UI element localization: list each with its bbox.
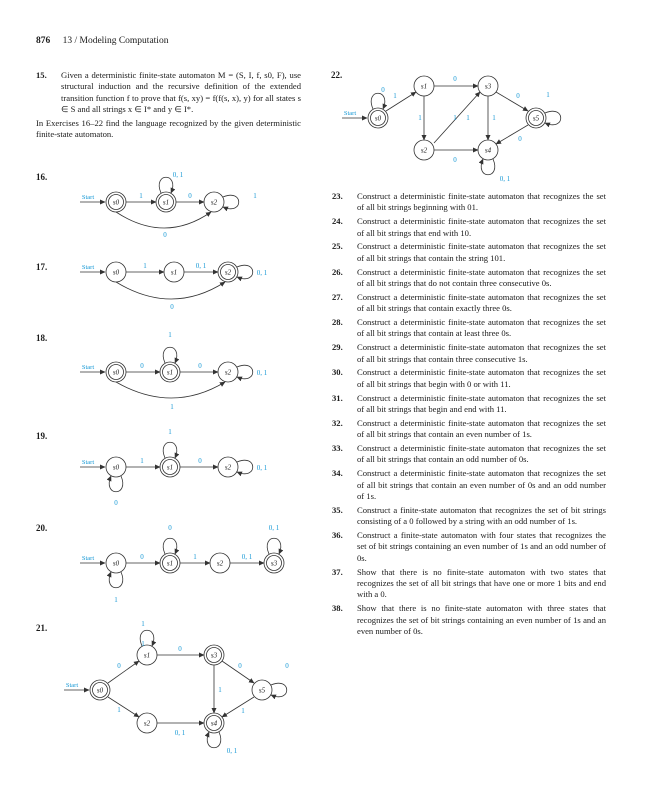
edge-label: 0, 1	[499, 175, 511, 183]
transition-arrow	[386, 92, 416, 111]
state-label: s4	[484, 146, 492, 155]
state-label: s2	[210, 198, 218, 207]
exercise-number: 24.	[332, 216, 343, 227]
edge-label: 1	[141, 620, 145, 628]
diagram-17	[80, 262, 268, 311]
state-label: s2	[420, 146, 428, 155]
edge-label: 1	[143, 262, 147, 270]
state-label: s1	[420, 82, 428, 91]
exercise-text: Construct a deterministic finite-state automaton that recognizes the set of all bit strings beginning with 01.	[357, 191, 606, 213]
state-label: s0	[374, 114, 382, 123]
edge-label: 0, 1	[172, 171, 184, 179]
transition-arrow	[371, 93, 385, 109]
exercise-number: 29.	[332, 342, 343, 353]
exercise-number: 37.	[332, 566, 343, 577]
state-label: s0	[112, 463, 120, 472]
exercise-number: 38.	[332, 603, 343, 614]
diagram-16	[80, 171, 257, 239]
edge-label: Start	[81, 459, 95, 466]
edge-label: 0, 1	[268, 524, 280, 532]
edge-label: 1	[466, 114, 470, 122]
transition-arrow	[545, 111, 561, 125]
state-label: s1	[166, 559, 174, 568]
state-label: s1	[143, 651, 151, 660]
transition-arrow	[159, 177, 173, 193]
transition-arrow	[163, 347, 177, 363]
edge-label: 0	[453, 75, 457, 83]
diagram-20	[80, 524, 284, 604]
diagram-19	[80, 428, 268, 507]
edge-label: 1	[393, 92, 397, 100]
exercise-text: Construct a deterministic finite-state automaton that recognizes the set of all bit strings that end with 10.	[357, 216, 606, 238]
edge-label: 0, 1	[226, 747, 238, 755]
diagram-19-number: 19.	[36, 431, 48, 441]
state-label: s5	[532, 114, 540, 123]
edge-label: 1	[453, 114, 457, 122]
transition-arrow	[116, 212, 211, 228]
state-label: s0	[96, 686, 104, 695]
edge-label: 0, 1	[256, 269, 268, 277]
exercise-number: 30.	[332, 367, 343, 378]
transition-arrow	[237, 365, 253, 379]
edge-label: 0	[453, 156, 457, 164]
transition-arrow	[163, 442, 177, 458]
edge-label: 0	[117, 662, 121, 670]
edge-label: 1	[117, 706, 121, 714]
edge-label: Start	[65, 682, 79, 689]
diagram-17-number: 17.	[36, 262, 48, 272]
state-label: s0	[112, 368, 120, 377]
edge-label: 0, 1	[256, 369, 268, 377]
exercise-number: 28.	[332, 317, 343, 328]
exercise-number: 35.	[332, 504, 343, 515]
edge-label: 1	[140, 457, 144, 465]
state-label: s0	[112, 268, 120, 277]
state-label: s3	[210, 651, 218, 660]
diagram-18	[80, 331, 268, 411]
edge-label: 0	[163, 231, 167, 239]
state-label: s5	[258, 686, 266, 695]
state-label: s3	[270, 559, 278, 568]
exercise-text: Construct a finite-state automaton with four states that recognizes the set of bit strings containing an even number of 1s and an odd number of 0s.	[357, 530, 606, 563]
diagram-18-number: 18.	[36, 333, 48, 343]
edge-label: 0	[114, 499, 118, 507]
edge-label: 1	[114, 596, 118, 604]
state-label: s0	[112, 198, 120, 207]
transition-arrow	[267, 538, 281, 554]
exercise-text: Show that there is no finite-state automaton with three states that recognizes the set of bit strings containing an even number of 1s and an even number of 0s.	[357, 603, 606, 637]
edge-label: 1	[139, 192, 143, 200]
exercise-number: 26.	[332, 266, 343, 277]
edge-label: Start	[81, 364, 95, 371]
transition-arrow	[108, 661, 139, 683]
edge-label: 0, 1	[195, 262, 207, 270]
exercise-text: Construct a deterministic finite-state automaton that recognizes the set of all bit strings that contain an odd number of 0s.	[357, 443, 606, 465]
exercise-number: 31.	[332, 392, 343, 403]
edge-label: 0	[381, 86, 385, 94]
state-label: s1	[166, 463, 174, 472]
exercise-text: Construct a deterministic finite-state automaton that recognizes the set of all bit strings that contain the string 101.	[357, 241, 606, 263]
transition-arrow	[109, 476, 123, 492]
edge-label: Start	[81, 555, 95, 562]
exercise-text: Given a deterministic finite-state automaton M = (S, I, f, s0, F), use structural induction and the recursive definition of the extended transition function f to prove that f(s, xy) = f(f(s, x), y) for all states s ∈ S and all strings x ∈ I* and y ∈ I*.	[61, 70, 301, 115]
running-title: 13 / Modeling Computation	[62, 36, 169, 46]
state-label: s2	[224, 463, 232, 472]
edge-label: 0	[198, 362, 202, 370]
diagram-21	[64, 620, 289, 755]
edge-label: Start	[343, 110, 357, 117]
edge-label: Start	[81, 264, 95, 271]
transition-arrow	[271, 683, 287, 697]
diagram-21-number: 21.	[36, 623, 48, 633]
edge-label: 0	[238, 662, 242, 670]
exercise-text: Construct a deterministic finite-state automaton that recognizes the set of all bit strings that begin with 0 or with 11.	[357, 367, 606, 389]
diagram-20-number: 20.	[36, 523, 48, 533]
state-label: s2	[224, 268, 232, 277]
edge-label: 1	[253, 192, 257, 200]
edge-label: 1	[492, 114, 496, 122]
state-label: s4	[210, 719, 218, 728]
transition-arrow	[222, 697, 254, 717]
transition-arrow	[108, 697, 139, 717]
exercise-number: 32.	[332, 417, 343, 428]
edge-label: 0	[168, 524, 172, 532]
exercise-number: 36.	[332, 530, 343, 541]
transition-arrow	[434, 92, 480, 143]
diagram-22-number: 22.	[331, 70, 343, 80]
state-label: s1	[166, 368, 174, 377]
edge-label: 1	[418, 114, 422, 122]
edge-label: Start	[81, 194, 95, 201]
exercise-text: Construct a deterministic finite-state automaton that recognizes the set of all bit strings that contain three consecutive 1s.	[357, 342, 606, 364]
exercise-text: Construct a deterministic finite-state automaton that recognizes the set of all bit strings that contain an even number of 0s and an odd number of 1s.	[357, 468, 606, 502]
state-label: s3	[484, 82, 492, 91]
edge-label: 1	[170, 403, 174, 411]
page-number: 876	[36, 36, 51, 46]
edge-label: 1	[193, 553, 197, 561]
edge-label: 0, 1	[256, 464, 268, 472]
exercise-text: Construct a deterministic finite-state automaton that recognizes the set of all bit strings that contain exactly three 0s.	[357, 291, 606, 314]
exercise-text: Construct a deterministic finite-state automaton that recognizes the set of all bit strings that do not contain three consecutive 0s.	[357, 266, 606, 289]
exercise-number: 23.	[332, 191, 343, 201]
diagram-16-number: 16.	[36, 172, 48, 182]
transition-arrow	[163, 538, 177, 554]
edge-label: 1	[141, 640, 145, 648]
edge-label: 0	[188, 192, 192, 200]
transition-arrow	[496, 92, 528, 111]
transition-arrow	[223, 195, 239, 209]
diagram-22	[342, 75, 561, 183]
edge-label: 1	[168, 331, 172, 339]
exercise-text: Show that there is no finite-state automaton with two states that recognizes the set of all bit strings that have one or more 1 bits and end with a 0.	[357, 566, 606, 600]
transition-arrow	[496, 125, 528, 144]
exercise-number: 34.	[332, 468, 343, 479]
intro-note: In Exercises 16–22 find the language recognized by the given deterministic finite-state automaton.	[36, 117, 301, 140]
state-label: s2	[216, 559, 224, 568]
state-label: s0	[112, 559, 120, 568]
transition-arrow	[237, 460, 253, 474]
edge-label: 0	[285, 662, 289, 670]
state-label: s2	[143, 719, 151, 728]
state-label: s1	[170, 268, 178, 277]
exercise-text: Construct a deterministic finite-state automaton that recognizes the set of all bit strings that begin and end with 11.	[357, 392, 606, 415]
transition-arrow	[237, 265, 253, 279]
edge-label: 1	[241, 707, 245, 715]
exercise-number: 15.	[36, 70, 47, 80]
edge-label: 1	[168, 428, 172, 436]
exercise-text: Construct a deterministic finite-state automaton that recognizes the set of all bit strings that contain at least three 0s.	[357, 317, 606, 339]
edge-label: 0	[170, 303, 174, 311]
transition-arrow	[207, 732, 221, 748]
exercise-number: 33.	[332, 443, 343, 454]
edge-label: 1	[218, 686, 222, 694]
edge-label: 0, 1	[174, 729, 186, 737]
edge-label: 1	[546, 91, 550, 99]
edge-label: 0	[140, 553, 144, 561]
exercise-text: Construct a finite-state automaton that recognizes the set of bit strings consisting of a 0 followed by a string with an odd number of 1s.	[357, 504, 606, 527]
edge-label: 0	[516, 92, 520, 100]
edge-label: 0	[140, 362, 144, 370]
edge-label: 0	[518, 135, 522, 143]
edge-label: 0	[198, 457, 202, 465]
edge-label: 0	[178, 645, 182, 653]
exercise-number: 27.	[332, 291, 343, 302]
transition-arrow	[109, 572, 123, 588]
transition-arrow	[116, 382, 225, 398]
transition-arrow	[116, 282, 225, 299]
state-label: s1	[162, 198, 170, 207]
exercise-number: 25.	[332, 241, 343, 252]
edge-label: 0, 1	[241, 553, 253, 561]
transition-arrow	[481, 159, 495, 175]
state-label: s2	[224, 368, 232, 377]
exercise-text: Construct a deterministic finite-state automaton that recognizes the set of all bit strings that contain an even number of 1s.	[357, 417, 606, 440]
